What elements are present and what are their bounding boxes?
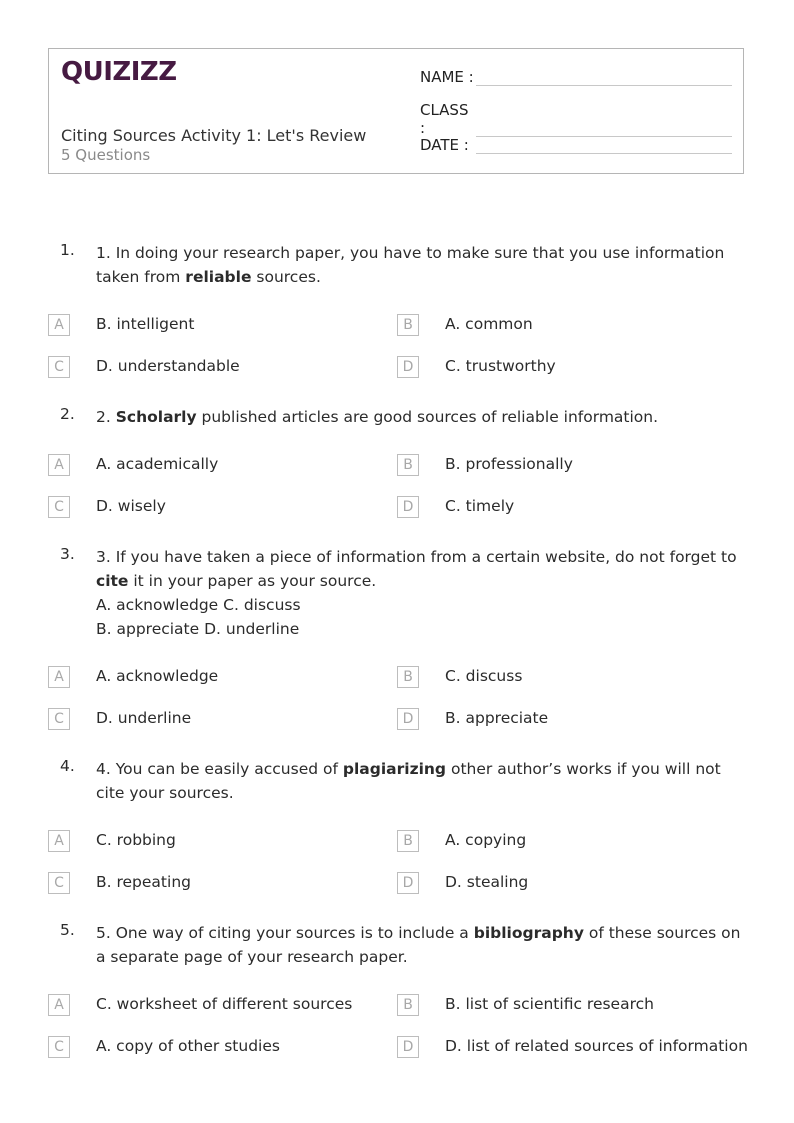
- question-extra-line: B. appreciate D. underline: [96, 620, 300, 638]
- question-number: 3.: [60, 545, 75, 563]
- name-field: [420, 67, 732, 86]
- quizizz-logo: QUIZIZZ: [61, 57, 177, 87]
- question-text: 5. One way of citing your sources is to include a bibliography of these sources on a separate page of your research paper.: [96, 924, 741, 966]
- question-text: 3. If you have taken a piece of information from a certain website, do not forget to cite it in your paper as your source. A. acknowledge C. discuss B. appreciate D. underline: [96, 548, 737, 638]
- question-number: 2.: [60, 405, 75, 423]
- question-number: 4.: [60, 757, 75, 775]
- question-count: 5 Questions: [61, 146, 151, 164]
- class-field: [420, 101, 732, 137]
- question-text: 2. Scholarly published articles are good sources of reliable information.: [96, 408, 659, 426]
- name-line[interactable]: [476, 67, 732, 86]
- question-text: 4. You can be easily accused of plagiarizing other author’s works if you will not cite your sources.: [96, 760, 721, 802]
- date-label: DATE :: [420, 136, 469, 154]
- worksheet-title: Citing Sources Activity 1: Let's Review: [61, 126, 367, 145]
- date-line[interactable]: [476, 135, 732, 154]
- question-number: 1.: [60, 241, 75, 259]
- question-text: 1. In doing your research paper, you have to make sure that you use information taken from reliable sources.: [96, 244, 725, 286]
- class-label: CLASS :: [420, 101, 469, 137]
- question-extra-line: A. acknowledge C. discuss: [96, 596, 301, 614]
- question-number: 5.: [60, 921, 75, 939]
- name-label: NAME :: [420, 68, 474, 86]
- worksheet-header: [48, 48, 744, 174]
- date-field: [420, 135, 732, 154]
